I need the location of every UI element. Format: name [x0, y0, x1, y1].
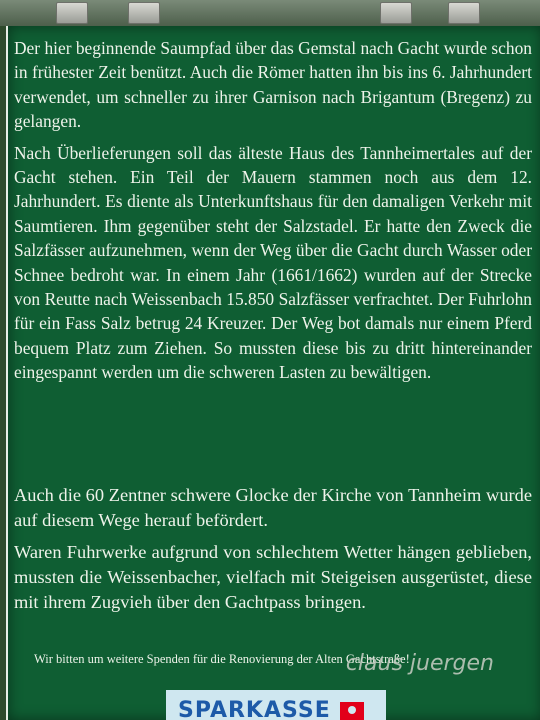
sign-text-upper: [14, 36, 532, 392]
photographer-watermark: claus juergen: [345, 651, 494, 676]
paragraph-gacht-haus: Nach Überlieferungen soll das älteste Haus des Tannheimertales auf der Gacht stehen. Ein Teil der Mauern stammen noch aus dem 12. Jahrhundert. Es diente als Unterkunftshaus für den damaligen Verkehr mit Saumtieren. Ihm gegenüber steht der Salzstadel. Er hatte den Zweck die Salzfässer aufzunehmen, wenn der Weg über die Gacht durch Wasser oder Schnee bedroht war. In einem Jahr (1661/1662) wurden auf der Strecke von Reutte nach Weissenbach 15.850 Salzfässer verfrachtet. Der Fuhrlohn für ein Fass Salz betrug 24 Kreuzer. Der Weg bot damals nur einem Pferd bequem Platz zum Ziehen. So mussten diese bis zu dritt hintereinander eingespannt werden um die schweren Lasten zu bewältigen.: [14, 142, 532, 383]
mounting-clip: [448, 2, 480, 24]
mounting-clip: [128, 2, 160, 24]
paragraph-fuhrwerke: Waren Fuhrwerke aufgrund von schlechtem Wetter hängen geblieben, mussten die Weissenbacher, vielfach mit Steigeisen ausgerüstet, diese mit ihrem Zugvieh über den Gachtpass bringen.: [14, 542, 532, 612]
paragraph-glocke: Auch die 60 Zentner schwere Glocke der Kirche von Tannheim wurde auf diesem Wege herauf befördert.: [14, 485, 532, 530]
sponsor-name: SPARKASSE: [178, 698, 331, 720]
mounting-clip: [380, 2, 412, 24]
sparkasse-logo-icon: [340, 702, 364, 720]
sponsor-logo-panel: [166, 690, 386, 720]
donation-note: Wir bitten um weitere Spenden für die Renovierung der Alten Gachtstraße!: [34, 652, 410, 666]
sign-text-lower: [14, 483, 532, 622]
sign-frame-top: [0, 0, 540, 26]
mounting-clip: [56, 2, 88, 24]
paragraph-saumpfad: Der hier beginnende Saumpfad über das Gemstal nach Gacht wurde schon in frühester Zeit benützt. Auch die Römer hatten ihn bis ins 6. Jahrhundert verwendet, um schneller zu ihrer Garnison nach Brigantum (Bregenz) zu gelangen.: [14, 38, 532, 132]
